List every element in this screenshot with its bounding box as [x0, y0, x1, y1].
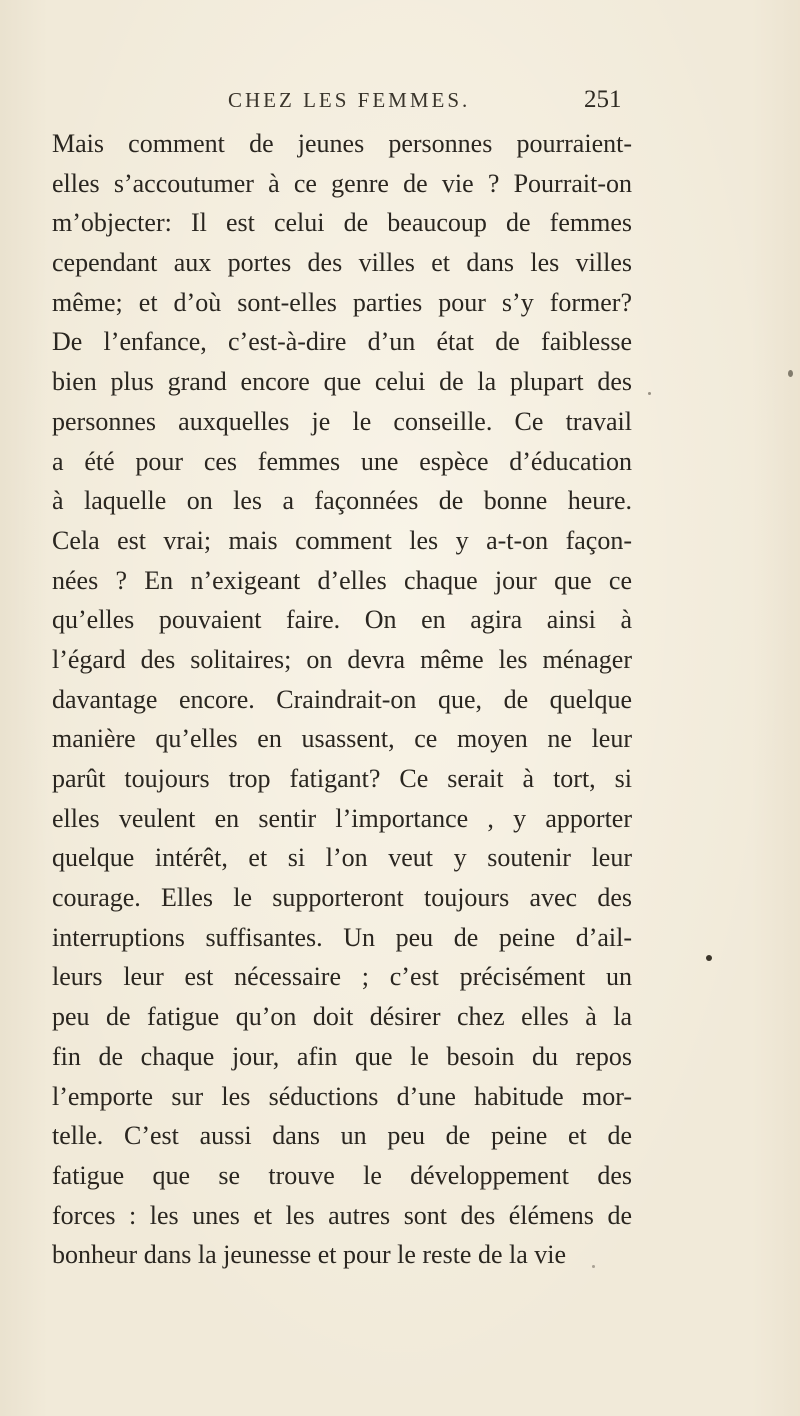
text-line: nées ? En n’exigeant d’elles chaque jour que ce [52, 565, 632, 595]
page-header [0, 86, 800, 116]
text-line: à laquelle on les a façonnées de bonne heure. [52, 486, 632, 516]
text-line: personnes auxquelles je le conseille. Ce travail [52, 406, 632, 436]
text-line: parût toujours trop fatigant? Ce serait à tort, si [52, 764, 632, 793]
text-line: l’égard des solitaires; on devra même les ménager [52, 644, 632, 674]
text-line: Mais comment de jeunes personnes pourraient- [52, 129, 632, 158]
text-line: telle. C’est aussi dans un peu de peine et de [52, 1121, 632, 1151]
text-line: fin de chaque jour, afin que le besoin du repos [52, 1041, 632, 1071]
text-line: quelque intérêt, et si l’on veut y soutenir leur [52, 843, 632, 873]
text-line: m’objecter: Il est celui de beaucoup de femmes [52, 208, 632, 238]
text-line: cependant aux portes des villes et dans les villes [52, 248, 632, 278]
text-line: leurs leur est nécessaire ; c’est précisément un [52, 962, 632, 992]
text-line: elles veulent en sentir l’importance , y apporter [52, 803, 632, 833]
text-line: courage. Elles le supporteront toujours avec des [52, 883, 632, 913]
text-line: qu’elles pouvaient faire. On en agira ainsi à [52, 605, 632, 635]
ink-speck [788, 370, 793, 377]
text-line: De l’enfance, c’est-à-dire d’un état de faiblesse [52, 327, 632, 357]
page-number: 251 [584, 86, 622, 113]
text-line: Cela est vrai; mais comment les y a-t-on façon- [52, 525, 632, 555]
text-line: bien plus grand encore que celui de la plupart des [52, 367, 632, 397]
running-title: CHEZ LES FEMMES. [228, 88, 471, 112]
text-line: forces : les unes et les autres sont des élémens de [52, 1200, 632, 1230]
ink-speck [592, 1265, 595, 1268]
text-line: manière qu’elles en usassent, ce moyen ne leur [52, 724, 632, 754]
text-line: interruptions suffisantes. Un peu de peine d’ail- [52, 922, 632, 952]
ink-speck [648, 392, 651, 395]
text-line: bonheur dans la jeunesse et pour le reste de la vie [52, 1240, 567, 1270]
text-line: fatigue que se trouve le développement des [52, 1160, 632, 1190]
body-text [52, 124, 632, 1275]
ink-speck [706, 955, 712, 961]
text-line: peu de fatigue qu’on doit désirer chez elles à la [52, 1002, 632, 1032]
text-line: elles s’accoutumer à ce genre de vie ? Pourrait-on [52, 168, 632, 198]
text-line: même; et d’où sont-elles parties pour s’y former? [52, 287, 632, 317]
text-line: a été pour ces femmes une espèce d’éducation [52, 446, 632, 476]
text-line: l’emporte sur les séductions d’une habitude mor- [52, 1081, 632, 1111]
text-line: davantage encore. Craindrait-on que, de quelque [52, 684, 632, 714]
